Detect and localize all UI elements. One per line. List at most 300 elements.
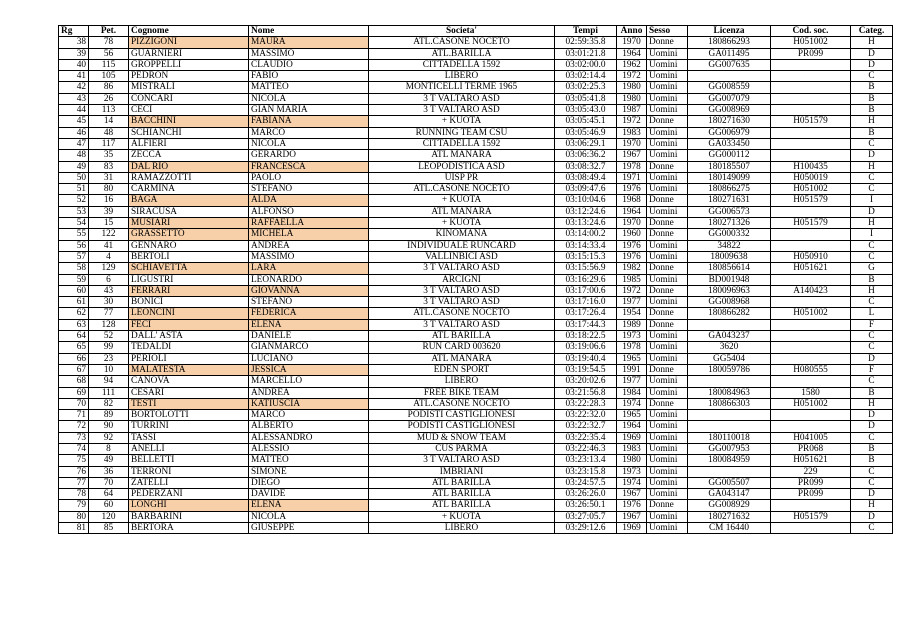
- results-body: [59, 37, 893, 534]
- cell-club: MUD & SNOW TEAM: [369, 432, 555, 443]
- table-row: [59, 138, 893, 149]
- cell-license: [688, 376, 771, 387]
- cell-year: 1976: [617, 240, 647, 251]
- cell-bib: 83: [89, 161, 129, 172]
- cell-name: ALFONSO: [249, 206, 369, 217]
- cell-time: 03:27:05.7: [555, 511, 617, 522]
- cell-bib: 70: [89, 477, 129, 488]
- cell-bib: 35: [89, 150, 129, 161]
- cell-license: 180149099: [688, 172, 771, 183]
- cell-bib: 111: [89, 387, 129, 398]
- cell-surname: CESARI: [129, 387, 249, 398]
- cell-name: LARA: [249, 263, 369, 274]
- cell-club: + KUOTA: [369, 218, 555, 229]
- cell-bib: 117: [89, 138, 129, 149]
- cell-category: I: [851, 229, 893, 240]
- table-row: [59, 251, 893, 262]
- cell-time: 03:15:56.9: [555, 263, 617, 274]
- cell-year: 1978: [617, 161, 647, 172]
- header-surname: Cognome: [129, 26, 249, 37]
- cell-time: 03:22:32.7: [555, 421, 617, 432]
- cell-club: UISP PR: [369, 172, 555, 183]
- cell-bib: 105: [89, 71, 129, 82]
- cell-name: GIUSEPPE: [249, 523, 369, 534]
- cell-rank: 80: [59, 511, 89, 522]
- cell-rank: 76: [59, 466, 89, 477]
- cell-time: 03:05:43.0: [555, 105, 617, 116]
- cell-rank: 66: [59, 353, 89, 364]
- cell-license: 180866282: [688, 308, 771, 319]
- cell-club: LIBERO: [369, 376, 555, 387]
- cell-bib: 60: [89, 500, 129, 511]
- cell-club-code: H051002: [771, 184, 851, 195]
- cell-club-code: [771, 297, 851, 308]
- cell-sex: Uomini: [647, 240, 688, 251]
- cell-sex: Uomini: [647, 331, 688, 342]
- cell-club-code: PR099: [771, 48, 851, 59]
- cell-surname: CONCARI: [129, 93, 249, 104]
- cell-club: 3 T VALTARO ASD: [369, 455, 555, 466]
- cell-time: 03:09:47.6: [555, 184, 617, 195]
- table-row: [59, 184, 893, 195]
- cell-club: ARCIGNI: [369, 274, 555, 285]
- cell-rank: 58: [59, 263, 89, 274]
- cell-club: ATL.BARILLA: [369, 48, 555, 59]
- cell-club-code: [771, 150, 851, 161]
- cell-name: DIEGO: [249, 477, 369, 488]
- cell-year: 1969: [617, 432, 647, 443]
- cell-sex: Donne: [647, 263, 688, 274]
- cell-sex: Uomini: [647, 410, 688, 421]
- cell-category: C: [851, 184, 893, 195]
- header-club-code: Cod. soc.: [771, 26, 851, 37]
- cell-name: LUCIANO: [249, 353, 369, 364]
- cell-category: C: [851, 71, 893, 82]
- cell-rank: 50: [59, 172, 89, 183]
- cell-rank: 48: [59, 150, 89, 161]
- results-sheet: [58, 25, 893, 534]
- cell-category: B: [851, 443, 893, 454]
- cell-category: D: [851, 150, 893, 161]
- results-table: [58, 25, 893, 534]
- cell-time: 03:17:00.6: [555, 285, 617, 296]
- cell-time: 02:59:35.8: [555, 37, 617, 48]
- cell-category: D: [851, 410, 893, 421]
- cell-rank: 63: [59, 319, 89, 330]
- cell-time: 03:14:00.2: [555, 229, 617, 240]
- cell-surname: ZATELLI: [129, 477, 249, 488]
- cell-surname: TESTI: [129, 398, 249, 409]
- cell-club: ATL.CASONE NOCETO: [369, 37, 555, 48]
- cell-license: 180866275: [688, 184, 771, 195]
- table-row: [59, 93, 893, 104]
- cell-rank: 64: [59, 331, 89, 342]
- cell-sex: Uomini: [647, 342, 688, 353]
- cell-rank: 69: [59, 387, 89, 398]
- cell-category: G: [851, 263, 893, 274]
- cell-category: C: [851, 523, 893, 534]
- cell-year: 1991: [617, 364, 647, 375]
- cell-name: ANDREA: [249, 240, 369, 251]
- cell-bib: 49: [89, 455, 129, 466]
- cell-year: 1964: [617, 48, 647, 59]
- cell-bib: 90: [89, 421, 129, 432]
- cell-sex: Donne: [647, 116, 688, 127]
- cell-license: [688, 319, 771, 330]
- cell-club-code: [771, 523, 851, 534]
- cell-rank: 77: [59, 477, 89, 488]
- cell-sex: Donne: [647, 319, 688, 330]
- cell-bib: 26: [89, 93, 129, 104]
- cell-year: 1967: [617, 489, 647, 500]
- cell-time: 03:02:14.4: [555, 71, 617, 82]
- cell-club-code: H050019: [771, 172, 851, 183]
- cell-rank: 38: [59, 37, 89, 48]
- header-time: Tempi: [555, 26, 617, 37]
- cell-year: 1967: [617, 511, 647, 522]
- cell-surname: BERTORA: [129, 523, 249, 534]
- cell-bib: 99: [89, 342, 129, 353]
- cell-time: 03:01:21.8: [555, 48, 617, 59]
- cell-name: ALDA: [249, 195, 369, 206]
- cell-license: 180084963: [688, 387, 771, 398]
- cell-surname: PERIOLI: [129, 353, 249, 364]
- cell-club-code: [771, 105, 851, 116]
- header-club: Societa': [369, 26, 555, 37]
- cell-time: 03:08:49.4: [555, 172, 617, 183]
- cell-category: B: [851, 105, 893, 116]
- cell-surname: CANOVA: [129, 376, 249, 387]
- cell-rank: 54: [59, 218, 89, 229]
- cell-license: 180271632: [688, 511, 771, 522]
- table-row: [59, 410, 893, 421]
- cell-bib: 10: [89, 364, 129, 375]
- table-row: [59, 206, 893, 217]
- cell-name: MAURA: [249, 37, 369, 48]
- cell-rank: 51: [59, 184, 89, 195]
- cell-bib: 8: [89, 443, 129, 454]
- cell-year: 1989: [617, 319, 647, 330]
- cell-club-code: [771, 138, 851, 149]
- cell-name: NICOLA: [249, 138, 369, 149]
- cell-sex: Uomini: [647, 251, 688, 262]
- cell-surname: BELLETTI: [129, 455, 249, 466]
- cell-rank: 53: [59, 206, 89, 217]
- cell-sex: Uomini: [647, 353, 688, 364]
- header-license: Licenza: [688, 26, 771, 37]
- cell-rank: 47: [59, 138, 89, 149]
- cell-license: 180096963: [688, 285, 771, 296]
- table-row: [59, 240, 893, 251]
- cell-category: D: [851, 206, 893, 217]
- cell-year: 1974: [617, 398, 647, 409]
- table-row: [59, 443, 893, 454]
- cell-surname: BAGA: [129, 195, 249, 206]
- cell-category: B: [851, 455, 893, 466]
- cell-bib: 86: [89, 82, 129, 93]
- cell-club-code: [771, 59, 851, 70]
- cell-name: STEFANO: [249, 297, 369, 308]
- cell-time: 03:06:36.2: [555, 150, 617, 161]
- cell-name: MICHELA: [249, 229, 369, 240]
- cell-club-code: H041005: [771, 432, 851, 443]
- cell-year: 1972: [617, 285, 647, 296]
- cell-license: 180271631: [688, 195, 771, 206]
- cell-name: LEONARDO: [249, 274, 369, 285]
- cell-year: 1969: [617, 523, 647, 534]
- cell-year: 1987: [617, 105, 647, 116]
- cell-year: 1962: [617, 59, 647, 70]
- cell-surname: TASSI: [129, 432, 249, 443]
- cell-name: MATTEO: [249, 455, 369, 466]
- cell-year: 1976: [617, 184, 647, 195]
- cell-time: 03:08:32.7: [555, 161, 617, 172]
- cell-club-code: PR099: [771, 477, 851, 488]
- table-row: [59, 421, 893, 432]
- cell-time: 03:13:24.6: [555, 218, 617, 229]
- cell-surname: LIGUSTRI: [129, 274, 249, 285]
- cell-license: 180185507: [688, 161, 771, 172]
- table-row: [59, 172, 893, 183]
- cell-surname: TERRONI: [129, 466, 249, 477]
- cell-license: GG008929: [688, 500, 771, 511]
- table-row: [59, 353, 893, 364]
- cell-club-code: [771, 93, 851, 104]
- cell-club: RUN CARD 003620: [369, 342, 555, 353]
- table-row: [59, 432, 893, 443]
- cell-name: FABIO: [249, 71, 369, 82]
- cell-bib: 4: [89, 251, 129, 262]
- cell-license: [688, 466, 771, 477]
- cell-bib: 64: [89, 489, 129, 500]
- cell-rank: 46: [59, 127, 89, 138]
- cell-bib: 52: [89, 331, 129, 342]
- cell-year: 1964: [617, 421, 647, 432]
- cell-bib: 129: [89, 263, 129, 274]
- cell-time: 03:19:54.5: [555, 364, 617, 375]
- cell-club: RUNNING TEAM CSU: [369, 127, 555, 138]
- cell-surname: MALATESTA: [129, 364, 249, 375]
- cell-rank: 59: [59, 274, 89, 285]
- cell-license: GG007079: [688, 93, 771, 104]
- table-row: [59, 466, 893, 477]
- cell-name: ALESSIO: [249, 443, 369, 454]
- cell-sex: Uomini: [647, 523, 688, 534]
- cell-category: D: [851, 59, 893, 70]
- cell-rank: 45: [59, 116, 89, 127]
- cell-club: ATL.CASONE NOCETO: [369, 308, 555, 319]
- table-row: [59, 82, 893, 93]
- cell-sex: Uomini: [647, 71, 688, 82]
- cell-license: BD001948: [688, 274, 771, 285]
- cell-year: 1970: [617, 218, 647, 229]
- cell-license: GG008969: [688, 105, 771, 116]
- cell-license: 180271630: [688, 116, 771, 127]
- cell-bib: 122: [89, 229, 129, 240]
- cell-time: 03:29:12.6: [555, 523, 617, 534]
- cell-license: 34822: [688, 240, 771, 251]
- cell-time: 03:02:00.0: [555, 59, 617, 70]
- cell-time: 03:21:56.8: [555, 387, 617, 398]
- cell-license: 180084959: [688, 455, 771, 466]
- cell-license: GG007635: [688, 59, 771, 70]
- cell-category: C: [851, 240, 893, 251]
- cell-rank: 52: [59, 195, 89, 206]
- cell-club: 3 T VALTARO ASD: [369, 263, 555, 274]
- cell-time: 03:19:06.6: [555, 342, 617, 353]
- cell-license: 180110018: [688, 432, 771, 443]
- cell-club: ATL.CASONE NOCETO: [369, 184, 555, 195]
- cell-bib: 82: [89, 398, 129, 409]
- cell-time: 03:18:22.5: [555, 331, 617, 342]
- cell-year: 1960: [617, 229, 647, 240]
- cell-category: H: [851, 161, 893, 172]
- cell-name: RAFFAELLA: [249, 218, 369, 229]
- cell-bib: 128: [89, 319, 129, 330]
- cell-surname: BARBARINI: [129, 511, 249, 522]
- cell-surname: DALL' ASTA: [129, 331, 249, 342]
- cell-year: 1967: [617, 150, 647, 161]
- cell-surname: GRASSETTO: [129, 229, 249, 240]
- cell-rank: 43: [59, 93, 89, 104]
- cell-bib: 48: [89, 127, 129, 138]
- cell-name: DANIELE: [249, 331, 369, 342]
- cell-time: 03:26:50.1: [555, 500, 617, 511]
- cell-club: + KUOTA: [369, 195, 555, 206]
- cell-category: C: [851, 331, 893, 342]
- cell-bib: 80: [89, 184, 129, 195]
- cell-bib: 16: [89, 195, 129, 206]
- cell-name: JESSICA: [249, 364, 369, 375]
- header-name: Nome: [249, 26, 369, 37]
- cell-time: 03:05:45.1: [555, 116, 617, 127]
- cell-category: D: [851, 48, 893, 59]
- cell-club: ATL BARILLA: [369, 489, 555, 500]
- cell-license: [688, 410, 771, 421]
- cell-time: 03:17:16.0: [555, 297, 617, 308]
- cell-name: ANDREA: [249, 387, 369, 398]
- cell-name: STEFANO: [249, 184, 369, 195]
- cell-rank: 70: [59, 398, 89, 409]
- cell-club: EDEN SPORT: [369, 364, 555, 375]
- cell-category: B: [851, 274, 893, 285]
- cell-year: 1980: [617, 455, 647, 466]
- cell-name: ALESSANDRO: [249, 432, 369, 443]
- cell-time: 03:05:46.9: [555, 127, 617, 138]
- cell-club-code: PR099: [771, 489, 851, 500]
- cell-year: 1976: [617, 251, 647, 262]
- table-row: [59, 150, 893, 161]
- cell-category: I: [851, 195, 893, 206]
- cell-sex: Uomini: [647, 150, 688, 161]
- cell-year: 1964: [617, 206, 647, 217]
- cell-name: FRANCESCA: [249, 161, 369, 172]
- cell-rank: 61: [59, 297, 89, 308]
- cell-category: B: [851, 93, 893, 104]
- table-row: [59, 489, 893, 500]
- cell-sex: Donne: [647, 285, 688, 296]
- cell-surname: SIRACUSA: [129, 206, 249, 217]
- cell-surname: ALFIERI: [129, 138, 249, 149]
- cell-bib: 120: [89, 511, 129, 522]
- cell-rank: 60: [59, 285, 89, 296]
- cell-category: B: [851, 387, 893, 398]
- cell-bib: 85: [89, 523, 129, 534]
- cell-category: B: [851, 82, 893, 93]
- cell-category: D: [851, 421, 893, 432]
- cell-club-code: [771, 319, 851, 330]
- cell-year: 1978: [617, 342, 647, 353]
- cell-license: GG000332: [688, 229, 771, 240]
- cell-license: GG006979: [688, 127, 771, 138]
- cell-time: 03:15:15.3: [555, 251, 617, 262]
- cell-license: GG007953: [688, 443, 771, 454]
- cell-sex: Uomini: [647, 443, 688, 454]
- cell-bib: 89: [89, 410, 129, 421]
- cell-club: INDIVIDUALE RUNCARD: [369, 240, 555, 251]
- cell-name: GIOVANNA: [249, 285, 369, 296]
- cell-rank: 67: [59, 364, 89, 375]
- cell-bib: 30: [89, 297, 129, 308]
- cell-category: C: [851, 376, 893, 387]
- cell-license: GG008968: [688, 297, 771, 308]
- cell-club-code: [771, 240, 851, 251]
- cell-bib: 56: [89, 48, 129, 59]
- cell-license: 180856614: [688, 263, 771, 274]
- cell-rank: 68: [59, 376, 89, 387]
- cell-sex: Uomini: [647, 138, 688, 149]
- header-category: Categ.: [851, 26, 893, 37]
- cell-license: GA043237: [688, 331, 771, 342]
- table-row: [59, 308, 893, 319]
- cell-name: NICOLA: [249, 511, 369, 522]
- cell-surname: ZECCA: [129, 150, 249, 161]
- cell-bib: 43: [89, 285, 129, 296]
- cell-license: 180271326: [688, 218, 771, 229]
- cell-time: 03:17:44.3: [555, 319, 617, 330]
- cell-sex: Uomini: [647, 466, 688, 477]
- cell-rank: 81: [59, 523, 89, 534]
- cell-club: CUS PARMA: [369, 443, 555, 454]
- cell-surname: BACCHINI: [129, 116, 249, 127]
- cell-bib: 77: [89, 308, 129, 319]
- cell-surname: BORTOLOTTI: [129, 410, 249, 421]
- header-rank: Rg: [59, 26, 89, 37]
- cell-sex: Donne: [647, 308, 688, 319]
- cell-club: LEOPODISTICA ASD: [369, 161, 555, 172]
- cell-time: 03:24:57.5: [555, 477, 617, 488]
- cell-name: GERARDO: [249, 150, 369, 161]
- cell-sex: Uomini: [647, 82, 688, 93]
- cell-club: PODISTI CASTIGLIONESI: [369, 421, 555, 432]
- cell-year: 1977: [617, 297, 647, 308]
- cell-sex: Uomini: [647, 455, 688, 466]
- cell-time: 03:17:26.4: [555, 308, 617, 319]
- cell-bib: 15: [89, 218, 129, 229]
- cell-club-code: [771, 342, 851, 353]
- cell-surname: GUARNIERI: [129, 48, 249, 59]
- cell-name: DAVIDE: [249, 489, 369, 500]
- cell-sex: Uomini: [647, 376, 688, 387]
- cell-name: CLAUDIO: [249, 59, 369, 70]
- cell-surname: MISTRALI: [129, 82, 249, 93]
- cell-year: 1985: [617, 274, 647, 285]
- cell-license: 180059786: [688, 364, 771, 375]
- cell-time: 03:22:46.3: [555, 443, 617, 454]
- cell-name: MATTEO: [249, 82, 369, 93]
- cell-year: 1983: [617, 127, 647, 138]
- cell-surname: CECI: [129, 105, 249, 116]
